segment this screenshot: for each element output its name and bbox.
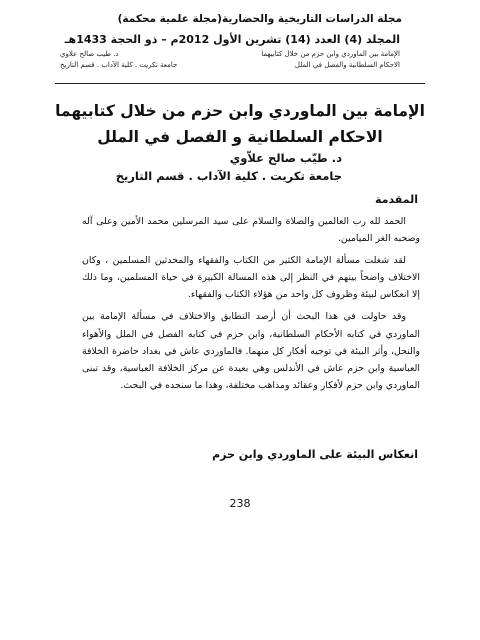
article-title-line-1: الإمامة بين الماوردي وابن حزم من خلال كتابيهما xyxy=(55,102,425,120)
running-header-affiliation: جامعة تكريت . كلية الآداب . قسم التاريخ xyxy=(60,61,178,69)
author-name: د. طيّب صالح علاّوي xyxy=(229,151,342,165)
section-heading: انعكاس البيئة على الماوردي وابن حزم xyxy=(212,448,418,461)
running-header-title-1: الإمامة بين الماوردي وابن حزم من خلال كتابيهما xyxy=(261,50,400,58)
running-header-row xyxy=(60,49,400,60)
issue-line: المجلد (4) العدد (14) تشرين الأول 2012م – ذو الحجة 1433هـ xyxy=(64,33,400,46)
article-title xyxy=(55,98,425,150)
paragraph: وقد حاولت في هذا البحث أن أرصد التطابق والاختلاف في مسألة الإمامة بين الماوردي في كتابه الأحكام السلطانية، وابن حزم في كتابه الفصل في الملل والأهواء والنحل، وأثر البيئة في توجيه أفكار كل منهما. فالماوردي عاش في بغداد حاضرة الخلافة العباسية وابن حزم عاش في الأندلس وهي بعيدة عن مركز الخلافة العباسية، وقد تبنى الماوردي وابن حزم لأفكار وعقائد ومذاهب مختلفة، وهذا ما سنجده في البحث. xyxy=(82,311,420,391)
journal-title: مجلة الدراسات التاريخية والحضارية(مجلة علمية محكمة) xyxy=(117,13,402,25)
page-number: 238 xyxy=(229,497,251,510)
running-header-title-2: الاحكام السلطانية والفصل في الملل xyxy=(294,61,400,69)
introduction-heading: المقدمة xyxy=(374,193,418,206)
running-header-author: د. طيب صالح علاوي xyxy=(60,50,119,58)
header-divider xyxy=(55,83,425,84)
paragraph: الحمد لله رب العالمين والصلاة والسلام على سيد المرسلين محمد الأمين وعلى آله وصحبه الغر الميامين. xyxy=(82,216,420,245)
introduction-body xyxy=(82,213,420,399)
running-header xyxy=(60,49,400,71)
paragraph: لقد شغلت مسألة الإمامة الكثير من الكتاب والفقهاء والمحدثين المسلمين ، وكان الاختلاف واضحاً بينهم في النظر إلى هذه المسالة الكبيرة في حياة المسلمين، وما ذلك إلا انعكاس لبيئة وظروف كل واحد من هؤلاء الكتاب والفقهاء. xyxy=(82,255,420,301)
running-header-row xyxy=(60,60,400,71)
article-title-line-2: الاحكام السلطانية و الفصل في الملل xyxy=(97,128,383,146)
author-affiliation: جامعة تكريت . كلية الآداب . قسم التاريخ xyxy=(115,169,342,183)
